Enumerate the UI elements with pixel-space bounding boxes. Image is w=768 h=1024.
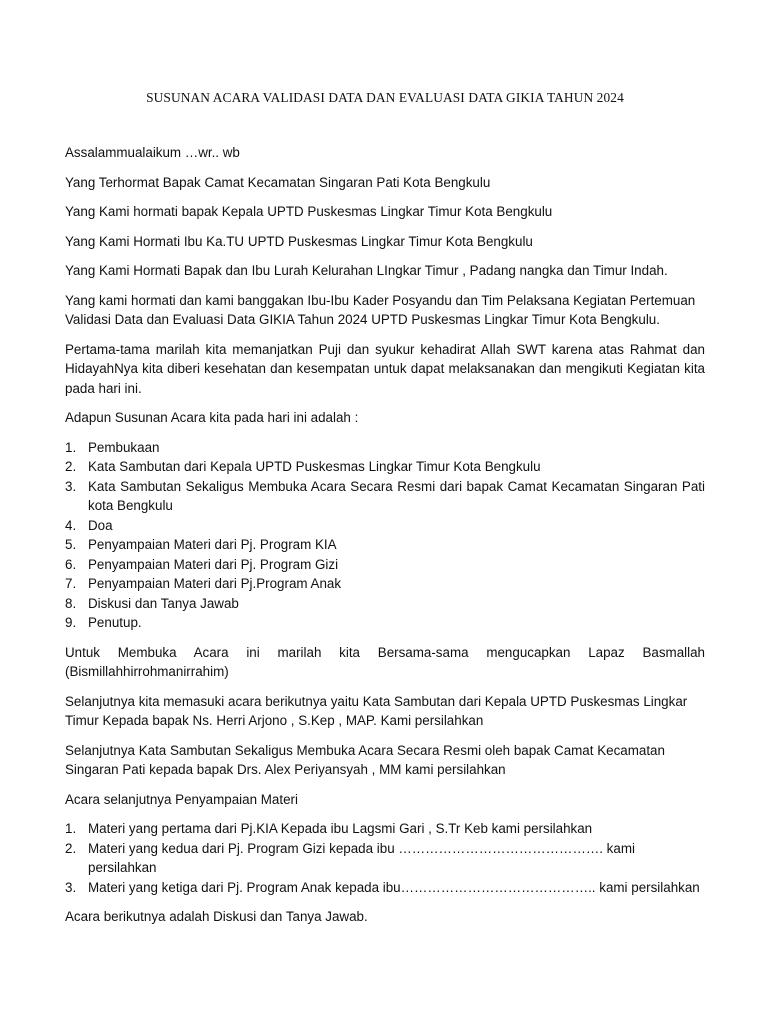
list-item: 2. Kata Sambutan dari Kepala UPTD Puskesmas Lingkar Timur Kota Bengkulu (65, 459, 541, 474)
salutation-kepala-uptd: Yang Kami hormati bapak Kepala UPTD Puskesmas Lingkar Timur Kota Bengkulu (65, 204, 553, 219)
salutation-lurah: Yang Kami Hormati Bapak dan Ibu Lurah Kelurahan LIngkar Timur , Padang nangka dan Timur Indah. (65, 263, 668, 278)
salutation-ka-tu: Yang Kami Hormati Ibu Ka.TU UPTD Puskesmas Lingkar Timur Kota Bengkulu (65, 233, 533, 249)
salutation-kader: Yang kami hormati dan kami banggakan Ibu-Ibu Kader Posyandu dan Tim Pelaksana Kegiatan Pertemuan Validasi Data dan Evaluasi Data GIKIA Tahun 2024 UPTD Puskesmas Lingkar Timur Kota Bengkulu. (65, 292, 696, 327)
closing-paragraph: Acara berikutnya adalah Diskusi dan Tanya Jawab. (65, 909, 368, 924)
document-page (65, 0, 705, 1024)
materi-list (65, 819, 705, 897)
list-item: 1. Pembukaan (65, 439, 160, 455)
list-item: 3. Materi yang ketiga dari Pj. Program Anak kepada ibu…………………………………….. kami persilahkan (65, 879, 700, 895)
greeting: Assalammualaikum …wr.. wb (65, 145, 240, 160)
list-item: 8. Diskusi dan Tanya Jawab (65, 595, 239, 611)
document-title: SUSUNAN ACARA VALIDASI DATA DAN EVALUASI DATA GIKIA TAHUN 2024 (146, 90, 624, 105)
list-item: 9. Penutup. (65, 615, 142, 630)
list-item: 5. Penyampaian Materi dari Pj. Program KIA (65, 537, 337, 552)
agenda-intro: Adapun Susunan Acara kita pada hari ini adalah : (65, 410, 359, 425)
sambutan-camat-paragraph: Selanjutnya Kata Sambutan Sekaligus Membuka Acara Secara Resmi oleh bapak Camat Kecamatan Singaran Pati kepada bapak Drs. Alex Periyansyah , MM kami persilahkan (65, 742, 665, 777)
salutation-camat: Yang Terhormat Bapak Camat Kecamatan Singaran Pati Kota Bengkulu (65, 174, 491, 190)
basmallah-paragraph: Untuk Membuka Acara ini marilah kita Bersama-sama mengucapkan Lapaz Basmallah (Bismillahhirrohmanirrahim) (65, 644, 705, 679)
list-item: 3. Kata Sambutan Sekaligus Membuka Acara Secara Resmi dari bapak Camat Kecamatan Singaran Pati kota Bengkulu (65, 478, 705, 513)
sambutan-kepala-paragraph: Selanjutnya kita memasuki acara berikutnya yaitu Kata Sambutan dari Kepala UPTD Puskesmas Lingkar Timur Kepada bapak Ns. Herri Arjono , S.Kep , MAP. Kami persilahkan (65, 693, 688, 728)
agenda-list (65, 438, 705, 633)
list-item: 6. Penyampaian Materi dari Pj. Program Gizi (65, 556, 339, 572)
list-item: 7. Penyampaian Materi dari Pj.Program Anak (65, 576, 342, 591)
list-item: 4. Doa (65, 517, 113, 533)
list-item: 2. Materi yang kedua dari Pj. Program Gizi kepada ibu ………………………………………. kami persilahkan (65, 840, 635, 875)
list-item: 1. Materi yang pertama dari Pj.KIA Kepada ibu Lagsmi Gari , S.Tr Keb kami persilahkan (65, 821, 593, 836)
opening-prayer-paragraph: Pertama-tama marilah kita memanjatkan Puji dan syukur kehadirat Allah SWT karena atas Rahmat dan HidayahNya kita diberi kesehatan dan kesempatan untuk dapat melaksanakan dan mengikuti Kegiatan kita pada hari ini. (65, 341, 705, 396)
materi-intro: Acara selanjutnya Penyampaian Materi (65, 791, 298, 807)
document-body (65, 143, 705, 937)
